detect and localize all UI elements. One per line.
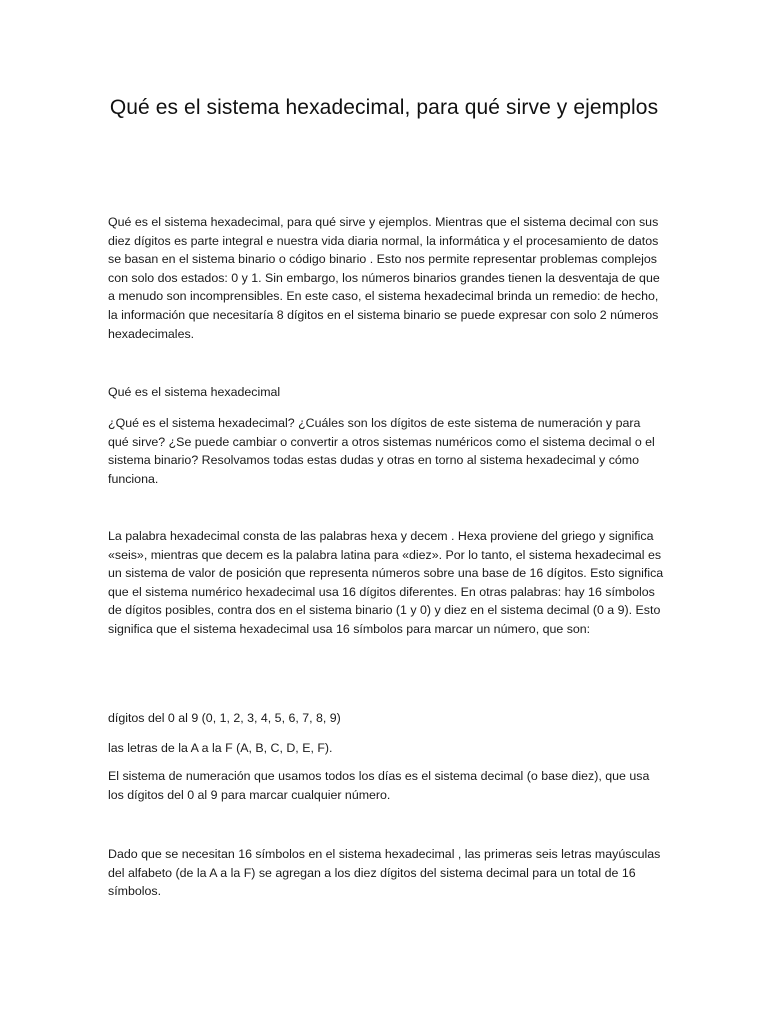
questions-paragraph: ¿Qué es el sistema hexadecimal? ¿Cuáles son los dígitos de este sistema de numeración y para qué sirve? ¿Se puede cambiar o convertir a otros sistemas numéricos como el sistema decimal o el sistema binario? Resolvamos todas estas dudas y otras en torno al sistema hexadecimal y cómo funciona.: [108, 416, 655, 486]
section-heading: Qué es el sistema hexadecimal: [108, 385, 281, 399]
symbols-paragraph: Dado que se necesitan 16 símbolos en el sistema hexadecimal , las primeras seis letras mayúsculas del alfabeto (de la A a la F) se agregan a los diez dígitos del sistema decimal para un total de 16 símbolos.: [108, 847, 661, 899]
etymology-paragraph: La palabra hexadecimal consta de las palabras hexa y decem . Hexa proviene del griego y significa «seis», mientras que decem es la palabra latina para «diez». Por lo tanto, el sistema hexadecimal es un sistema de valor de posición que representa números sobre una base de 16 dígitos. Esto significa que el sistema numérico hexadecimal usa 16 dígitos diferentes. En otras palabras: hay 16 símbolos de dígitos posibles, contra dos en el sistema binario (1 y 0) y diez en el sistema decimal (0 a 9). Esto significa que el sistema hexadecimal usa 16 símbolos para marcar un número, que son:: [108, 529, 664, 636]
document-title: Qué es el sistema hexadecimal, para qué sirve y ejemplos: [109, 96, 659, 119]
letters-list-item: las letras de la A a la F (A, B, C, D, E, F).: [108, 741, 333, 755]
decimal-system-paragraph: El sistema de numeración que usamos todos los días es el sistema decimal (o base diez), que usa los dígitos del 0 al 9 para marcar cualquier número.: [108, 769, 650, 802]
digits-list-item: dígitos del 0 al 9 (0, 1, 2, 3, 4, 5, 6, 7, 8, 9): [108, 711, 341, 725]
intro-paragraph: Qué es el sistema hexadecimal, para qué sirve y ejemplos. Mientras que el sistema decimal con sus diez dígitos es parte integral e nuestra vida diaria normal, la informática y el procesamiento de datos se basan en el sistema binario o código binario . Esto nos permite representar problemas complejos con solo dos estados: 0 y 1. Sin embargo, los números binarios grandes tienen la desventaja de que a menudo son incomprensibles. En este caso, el sistema hexadecimal brinda un remedio: de hecho, la información que necesitaría 8 dígitos en el sistema binario se puede expresar con solo 2 números hexadecimales.: [108, 215, 660, 341]
